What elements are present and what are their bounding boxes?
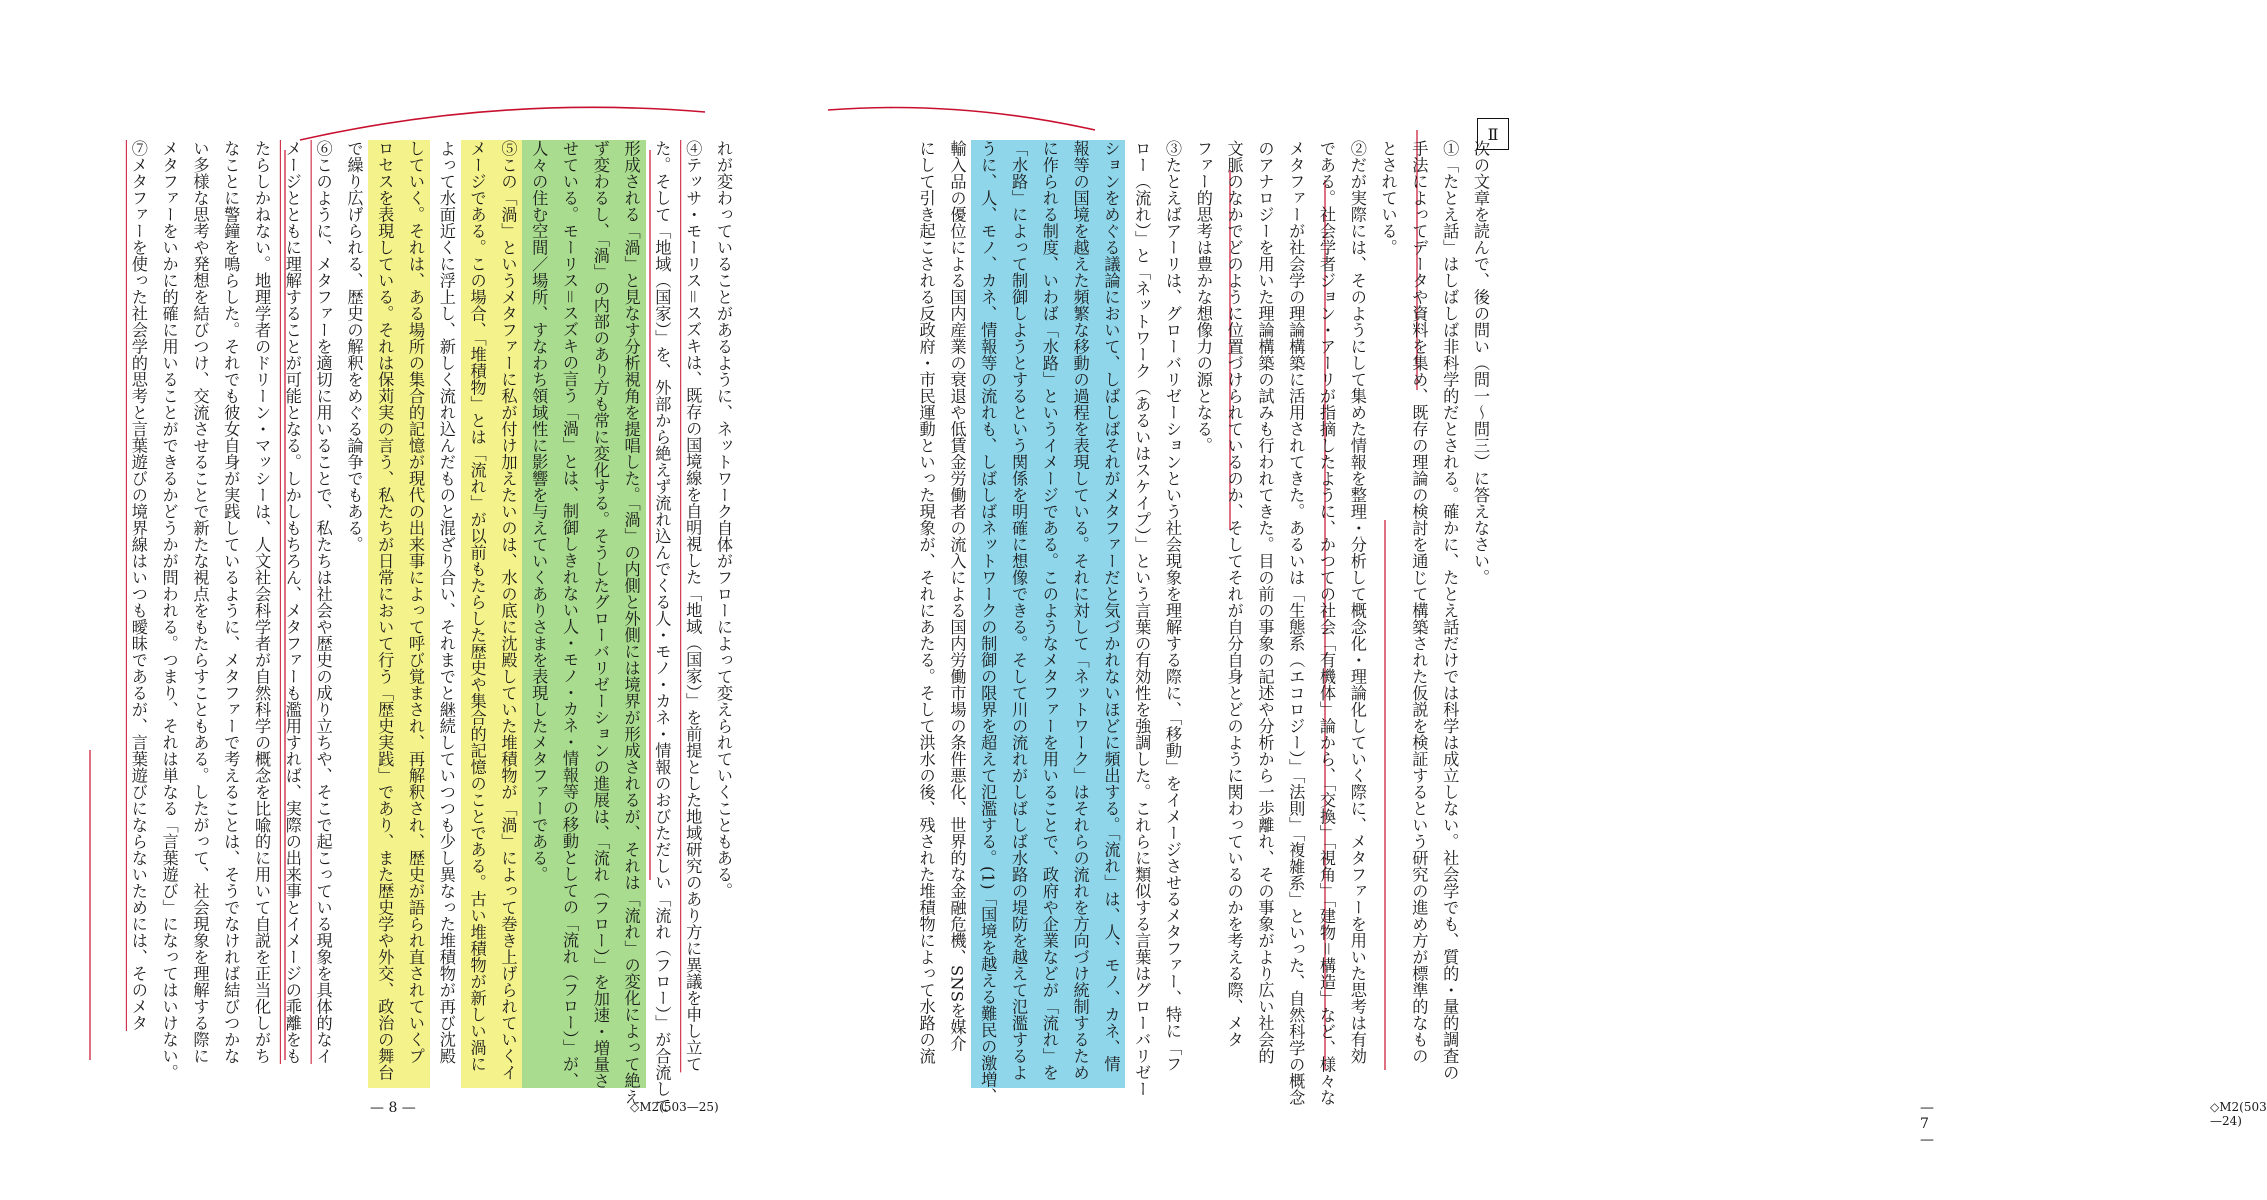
text-line: メタファーをいかに的確に用いることができるかどうかが問われる。つまり、それは単なる「言葉遊び」になってはいけない。	[159, 140, 179, 1081]
text-line: で繰り広げられる、歴史の解釈をめぐる論争でもある。	[344, 140, 364, 553]
text-line: 「水路」によって制御しようとするという関係を明確に想像できる。そして川の流れがしばしば水路の堤防を越えて氾濫するよ	[1002, 140, 1033, 1088]
text-line: ④テッサ・モーリス＝スズキは、既存の国境線を自明視した「地域（国家）」を前提とした地域研究のあり方に異議を申し立て	[683, 140, 703, 1073]
page-number: — 8 —	[370, 1100, 416, 1116]
text-line: ⑤この「渦」というメタファーに私が付け加えたいのは、水の底に沈殿していた堆積物が「渦」によって巻き上げられていくイ	[492, 140, 523, 1088]
exam-code: ◇M2(503—24)	[2210, 1100, 2267, 1128]
page-number: — 7 —	[1920, 1100, 1934, 1148]
text-line: ファー的思考は豊かな想像力の源となる。	[1193, 140, 1213, 454]
text-line: ⑦メタファーを使った社会学的思考と言葉遊びの境界線はいつも曖昧であるが、言葉遊びにならないためには、そのメタ	[128, 140, 148, 1031]
text-line: ①「たとえ話」はしばしば非科学的だとされる。確かに、たとえ話だけでは科学は成立しない。社会学でも、質的・量的調査の	[1440, 140, 1460, 1081]
section-label: Ⅱ	[1477, 118, 1509, 150]
text-line: メタファーが社会学の理論構築に活用されてきた。あるいは「生態系（エコロジー）」「法則」「複雑系」といった、自然科学の概念	[1286, 140, 1306, 1106]
text-line: である。社会学者ジョン・アーリが指摘したように、かつての社会「有機体」論から、「交換」「視角」「建物＝構造」など、様々な	[1317, 140, 1337, 1106]
text-line: た。そして「地域（国家）」を、外部から絶えず流れ込んでくる人・モノ・カネ・情報のおびただしい「流れ（フロー）」が合流して	[652, 140, 672, 1114]
text-line: ②だが実際には、そのようにして集めた情報を整理・分析して概念化・理論化していく際に、メタファーを用いた思考は有効	[1347, 140, 1367, 1064]
right-body-text	[910, 140, 1495, 1106]
text-line: せている。モーリス＝スズキの言う「渦」とは、制御しきれない人・モノ・カネ・情報等の移動としての「流れ（フロー）」が、	[553, 140, 584, 1088]
text-line: なことに警鐘を鳴らした。それでも彼女自身が実践しているように、メタファーで考えることは、そうでなければ結びつかな	[221, 140, 241, 1064]
text-line: 手法によってデータや資料を集め、既存の理論の検討を通じて構築された仮説を検証するという研究の進め方が標準的なもの	[1409, 140, 1429, 1064]
right-page	[800, 0, 2267, 1200]
text-line: ず変わるし、「渦」の内部のあり方も常に変化する。そうしたグローバリゼーションの進展は、「流れ（フロー）」を加速・増量さ	[584, 140, 615, 1088]
text-line: い多様な思考や発想を結びつけ、交流させることで新たな視点をもたらすこともある。したがって、社会現象を理解する際に	[190, 140, 210, 1064]
text-line: メージである。この場合、「堆積物」とは「流れ」が以前もたらした歴史や集合的記憶のことである。古い堆積物が新しい渦に	[461, 140, 492, 1088]
text-line: とされている。	[1378, 140, 1398, 256]
text-line: 輸入品の優位による国内産業の衰退や低賃金労働者の流入による国内労働市場の条件悪化、世界的な金融危機、SNSを媒介	[947, 140, 967, 1052]
text-line: 文脈のなかでどのように位置づけられているのか、そしてそれが自分自身とどのように関わっているのかを考える際、メタ	[1224, 140, 1244, 1048]
text-line: にして引き起こされる反政府・市民運動といった現象が、それにあたる。そして洪水の後、残された堆積物によって水路の流	[916, 140, 936, 1064]
text-line: 報等の国境を越えた頻繁な移動の過程を表現している。それに対して「ネットワーク」はそれらの流れを方向づけ統制するため	[1064, 140, 1095, 1088]
exam-code: ◇M2(503—25)	[630, 1100, 719, 1114]
text-line: に作られる制度、いわば「水路」というイメージである。このようなメタファーを用いることで、政府や企業などが「流れ」を	[1033, 140, 1064, 1088]
left-page	[0, 0, 800, 1200]
text-line: していく。それは、ある場所の集合的記憶が現代の出来事によって呼び覚まされ、再解釈され、歴史が語られ直されていくプ	[399, 140, 430, 1088]
text-line: ⑥このように、メタファーを適切に用いることで、私たちは社会や歴史の成り立ちや、そこで起こっている現象を具体的なイ	[313, 140, 333, 1064]
text-line: 次の文章を読んで、後の問い（問一〜問三）に答えなさい。	[1471, 140, 1490, 586]
text-line: ロセスを表現している。それは保苅実の言う、私たちが日常において行う「歴史実践」であり、また歴史学や外交、政治の舞台	[368, 140, 399, 1088]
text-line: のアナロジーを用いた理論構築の試みも行われてきた。目の前の事象の記述や分析から一歩離れ、その事象がより広い社会的	[1255, 140, 1275, 1064]
text-line: ③たとえばアーリは、グローバリゼーションという社会現象を理解する際に、「移動」をイメージさせるメタファー、特に「フ	[1163, 140, 1183, 1073]
text-line: よって水面近くに浮上し、新しく流れ込んだものと混ざり合い、それまでと継続していつつも少し異なった堆積物が再び沈殿	[436, 140, 456, 1064]
text-line: メージとともに理解することが可能となる。しかしもちろん、メタファーも濫用すれば、実際の出来事とイメージの乖離をも	[282, 140, 302, 1064]
text-line: 形成される「渦」と見なす分析視角を提唱した。「渦」の内側と外側には境界が形成されるが、それは「流れ」の変化によって絶え	[615, 140, 646, 1088]
text-line: ロー（流れ）」と「ネットワーク（あるいはスケイプ）」という言葉の有効性を強調した。これらに類似する言葉はグローバリゼー	[1132, 140, 1152, 1098]
text-line: れが変わっていることがあるように、ネットワーク自体がフローによって変えられていくこともある。	[714, 140, 733, 899]
text-line: うに、人、モノ、カネ、情報等の流れも、しばしばネットワークの制御の限界を超えて氾濫する。(1)「国境を越える難民の激増、	[971, 140, 1002, 1088]
text-line: ションをめぐる議論において、しばしばそれがメタファーだと気づかれないほどに頻出する。「流れ」は、人、モノ、カネ、情	[1095, 140, 1126, 1088]
text-line: たらしかねない。地理学者のドリーン・マッシーは、人文社会科学者が自然科学の概念を比喩的に用いて自説を正当化しがち	[252, 140, 272, 1064]
text-line: 人々の住む空間／場所、すなわち領域性に影響を与えていくありさまを表現したメタファーである。	[522, 140, 553, 1088]
